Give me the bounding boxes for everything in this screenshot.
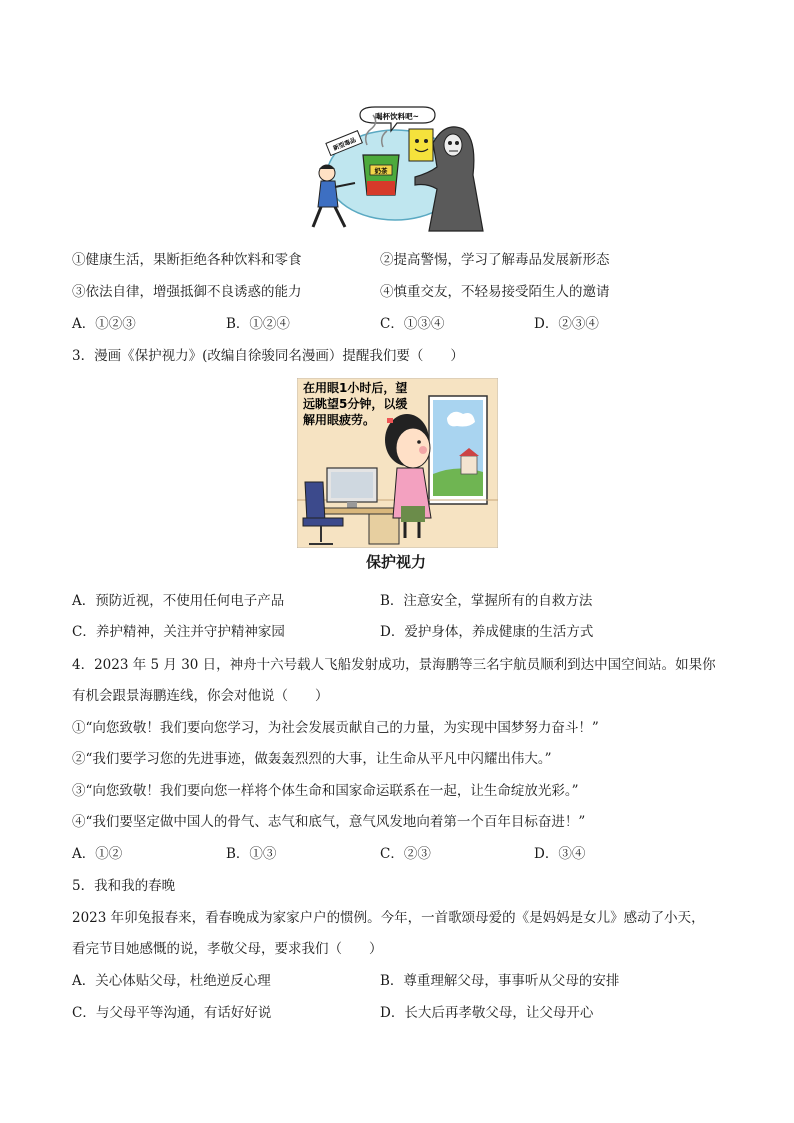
eye-protection-cartoon [297,378,498,548]
q3-option-b[interactable]: B．注意安全，掌握所有的自救方法 [380,593,593,609]
cup-label: 奶茶 [374,167,388,175]
q2-option-c[interactable]: C．①③④ [380,316,445,332]
q5-option-a[interactable]: A．关心体贴父母，杜绝逆反心理 [72,973,271,989]
q4-option-c[interactable]: C．②③ [380,846,431,862]
q5-option-d[interactable]: D．长大后再孝敬父母，让父母开心 [380,1005,594,1021]
q2-item-2: ②提高警惕，学习了解毒品发展新形态 [380,252,610,268]
q4-option-a[interactable]: A．①② [72,846,123,862]
q4-option-d[interactable]: D．③④ [534,846,586,862]
q5-title: 5．我和我的春晚 [72,878,176,894]
cartoon-text-2: 远眺望5分钟，以缓 [303,397,408,411]
q2-option-d[interactable]: D．②③④ [534,316,599,332]
q4-option-b[interactable]: B．①③ [226,846,277,862]
q5-option-b[interactable]: B．尊重理解父母，事事听从父母的安排 [380,973,620,989]
q3-option-c[interactable]: C．养护精神，关注并守护精神家园 [72,624,285,640]
q3-stem: 3．漫画《保护视力》(改编自徐骏同名漫画）提醒我们要（ ） [72,348,464,364]
q4-item-2: ②“我们要学习您的先进事迹，做轰轰烈烈的大事，让生命从平凡中闪耀出伟大。” [72,751,552,767]
q4-item-3: ③“向您致敬！我们要向您一样将个体生命和国家命运联系在一起，让生命绽放光彩。” [72,783,579,799]
drug-awareness-cartoon [305,103,490,238]
cartoon-title: 保护视力 [366,553,427,571]
q3-option-d[interactable]: D．爱护身体，养成健康的生活方式 [380,624,594,640]
cartoon-text-3: 解用眼疲劳。 [303,413,376,427]
speech-text: 喝杯饮料吧~ [375,112,419,121]
sign-text: 新型毒品 [332,136,358,153]
q5-stem-line1: 2023 年卯兔报春来，看春晚成为家家户户的惯例。今年，一首歌颂母爱的《是妈妈是女儿》感动了小天， [72,910,705,926]
q3-option-a[interactable]: A．预防近视，不使用任何电子产品 [72,593,285,609]
q4-stem-line1: 4．2023 年 5 月 30 日，神舟十六号载人飞船发射成功，景海鹏等三名宇航员顺利到达中国空间站。如果你 [72,657,716,673]
q4-stem-line2: 有机会跟景海鹏连线，你会对他说（ ） [72,688,329,704]
q4-item-1: ①“向您致敬！我们要向您学习，为社会发展贡献自己的力量，为实现中国梦努力奋斗！” [72,720,599,736]
q2-option-a[interactable]: A．①②③ [72,316,136,332]
q2-item-4: ④慎重交友，不轻易接受陌生人的邀请 [380,284,610,300]
q4-item-4: ④“我们要坚定做中国人的骨气、志气和底气，意气风发地向着第一个百年目标奋进！” [72,814,586,830]
q2-item-1: ①健康生活，果断拒绝各种饮料和零食 [72,252,302,268]
cartoon-text-1: 在用眼1小时后，望 [303,381,408,395]
q2-item-3: ③依法自律，增强抵御不良诱惑的能力 [72,284,302,300]
q5-option-c[interactable]: C．与父母平等沟通，有话好好说 [72,1005,272,1021]
q2-option-b[interactable]: B．①②④ [226,316,290,332]
q5-stem-line2: 看完节目她感慨的说，孝敬父母，要求我们（ ） [72,941,383,957]
